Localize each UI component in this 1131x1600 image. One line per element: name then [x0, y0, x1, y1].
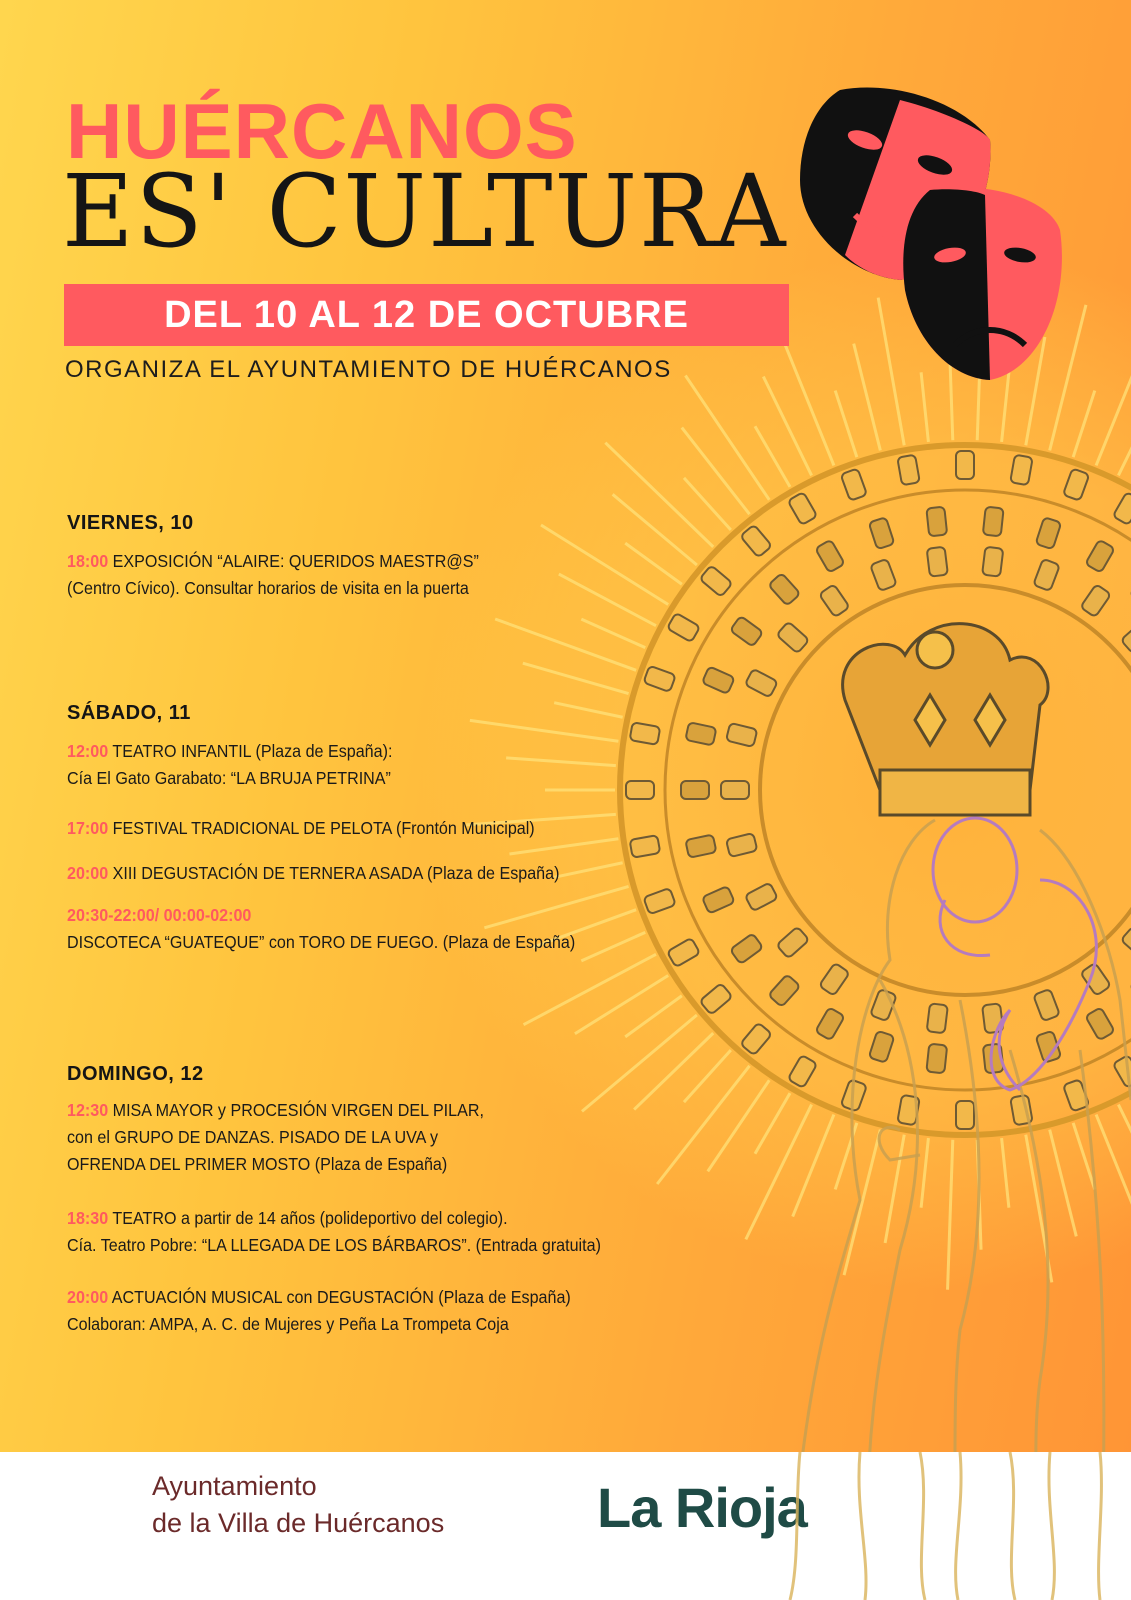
event-text: ACTUACIÓN MUSICAL con DEGUSTACIÓN (Plaza de España): [111, 1287, 571, 1307]
event-sabado-2000: [67, 860, 559, 887]
event-domingo-2000: [67, 1284, 571, 1338]
day-heading-viernes: VIERNES, 10: [67, 512, 194, 534]
la-rioja-logo-text: La Rioja: [597, 1476, 807, 1539]
event-domingo-1230: [67, 1097, 484, 1178]
event-time: 18:30: [67, 1208, 109, 1228]
event-viernes-1800: [67, 548, 479, 602]
event-text: FESTIVAL TRADICIONAL DE PELOTA (Frontón Municipal): [112, 818, 535, 838]
halo-ornament: [626, 781, 654, 799]
halo-ornament: [956, 451, 974, 479]
event-sabado-1200: [67, 738, 392, 792]
day-heading-sabado: SÁBADO, 11: [67, 702, 191, 724]
event-text: DISCOTECA “GUATEQUE” con TORO DE FUEGO. (Plaza de España): [67, 932, 576, 952]
halo-ornament: [982, 547, 1003, 577]
ayuntamiento-line1: Ayuntamiento: [152, 1471, 317, 1501]
event-time: 17:00: [67, 818, 109, 838]
halo-ornament: [927, 547, 948, 577]
title-es-cultura: ES' CULTURA: [62, 153, 788, 270]
day-heading-domingo: DOMINGO, 12: [67, 1063, 204, 1085]
halo-ornament: [681, 781, 709, 799]
event-text: Cía. Teatro Pobre: “LA LLEGADA DE LOS BÁRBAROS”. (Entrada gratuita): [67, 1235, 601, 1255]
event-time: 18:00: [67, 551, 109, 571]
event-sabado-discoteca: [67, 902, 575, 956]
ayuntamiento-logo-text: [152, 1468, 444, 1542]
event-text: XIII DEGUSTACIÓN DE TERNERA ASADA (Plaza de España): [112, 863, 560, 883]
event-domingo-1830: [67, 1205, 601, 1259]
halo-ornament: [983, 507, 1004, 537]
halo-ornament: [956, 1101, 974, 1129]
event-time: 20:00: [67, 863, 109, 883]
event-time: 12:30: [67, 1100, 109, 1120]
event-text: MISA MAYOR y PROCESIÓN VIRGEN DEL PILAR,: [112, 1100, 484, 1120]
event-text: con el GRUPO DE DANZAS. PISADO DE LA UVA y: [67, 1127, 439, 1147]
halo-ornament: [1010, 455, 1033, 486]
ayuntamiento-line2: de la Villa de Huércanos: [152, 1508, 445, 1538]
date-banner: DEL 10 AL 12 DE OCTUBRE: [64, 284, 789, 346]
event-text: Cía El Gato Garabato: “LA BRUJA PETRINA”: [67, 768, 391, 788]
halo-ornament: [926, 507, 947, 537]
halo-ornament: [926, 1044, 947, 1074]
event-time: 20:30-22:00/ 00:00-02:00: [67, 905, 252, 925]
halo-ornament: [721, 781, 749, 799]
event-text: OFRENDA DEL PRIMER MOSTO (Plaza de España): [67, 1154, 448, 1174]
halo-ornament: [630, 835, 661, 858]
event-sabado-1700: [67, 815, 535, 842]
event-text: (Centro Cívico). Consultar horarios de visita en la puerta: [67, 578, 469, 598]
organizer-line: ORGANIZA EL AYUNTAMIENTO DE HUÉRCANOS: [65, 356, 672, 383]
event-text: TEATRO INFANTIL (Plaza de España):: [112, 741, 393, 761]
event-text: TEATRO a partir de 14 años (polideportivo del colegio).: [112, 1208, 508, 1228]
event-text: EXPOSICIÓN “ALAIRE: QUERIDOS MAESTR@S”: [112, 551, 479, 571]
halo-ornament: [927, 1003, 948, 1033]
halo-ornament: [630, 722, 661, 745]
event-time: 12:00: [67, 741, 109, 761]
event-text: Colaboran: AMPA, A. C. de Mujeres y Peña La Trompeta Coja: [67, 1314, 509, 1334]
event-time: 20:00: [67, 1287, 109, 1307]
title-huercanos: HUÉRCANOS: [66, 87, 578, 175]
halo-ornament: [897, 455, 920, 486]
